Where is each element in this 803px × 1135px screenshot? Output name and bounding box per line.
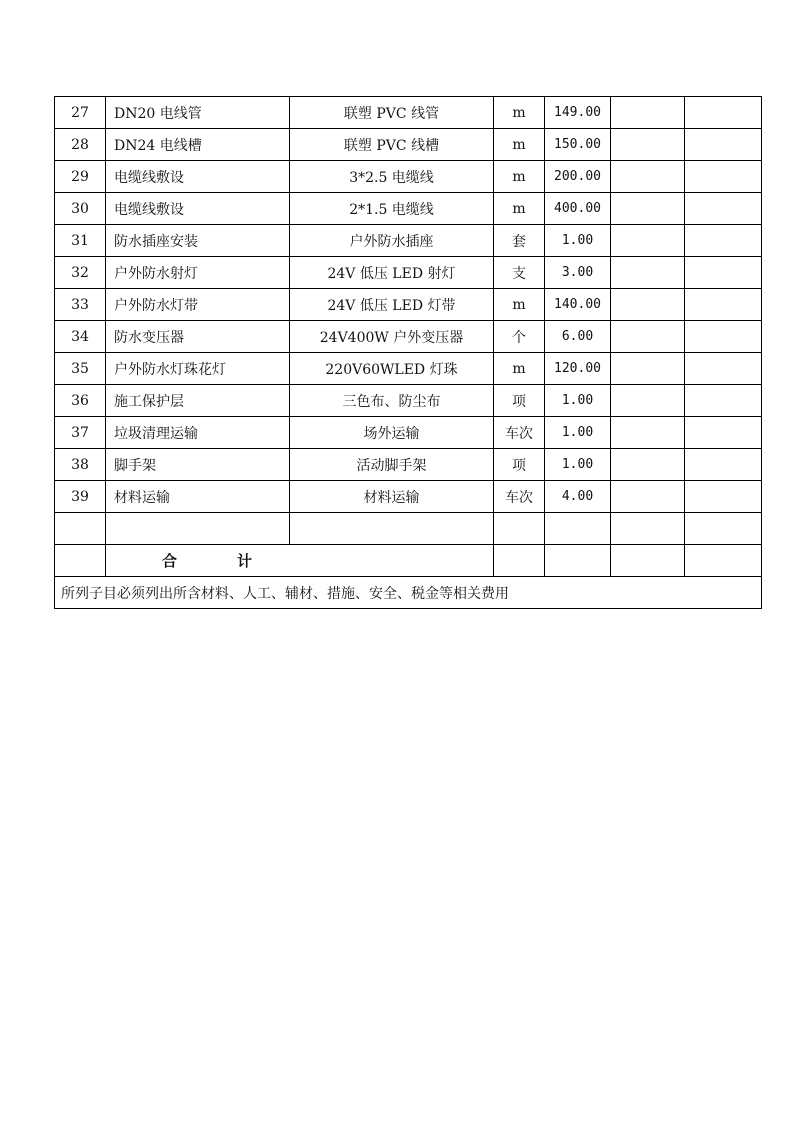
table-row [55, 161, 762, 193]
item-quantity: 1.00 [545, 225, 611, 257]
amount-cell [685, 353, 762, 385]
item-spec: 联塑 PVC 线管 [290, 97, 494, 129]
item-quantity: 4.00 [545, 481, 611, 513]
row-number: 36 [55, 385, 106, 417]
table-row [55, 97, 762, 129]
row-number: 33 [55, 289, 106, 321]
row-number: 27 [55, 97, 106, 129]
item-name: 户外防水灯珠花灯 [106, 353, 290, 385]
unit-price-cell [611, 385, 685, 417]
amount-cell [685, 257, 762, 289]
unit-price-cell [611, 193, 685, 225]
amount-cell [685, 321, 762, 353]
item-quantity: 1.00 [545, 385, 611, 417]
table-row [55, 289, 762, 321]
item-spec: 2*1.5 电缆线 [290, 193, 494, 225]
item-unit: 支 [494, 257, 545, 289]
table-row [55, 225, 762, 257]
item-name: 防水插座安装 [106, 225, 290, 257]
unit-price-cell [611, 417, 685, 449]
item-unit: m [494, 97, 545, 129]
amount-cell [685, 449, 762, 481]
note-row [55, 577, 762, 609]
table-body [55, 97, 762, 513]
row-number: 38 [55, 449, 106, 481]
table-row [55, 385, 762, 417]
item-name: 电缆线敷设 [106, 193, 290, 225]
amount-cell [685, 481, 762, 513]
total-label: 合 计 [106, 545, 494, 577]
table-row [55, 481, 762, 513]
item-quantity: 400.00 [545, 193, 611, 225]
item-spec: 3*2.5 电缆线 [290, 161, 494, 193]
item-quantity: 140.00 [545, 289, 611, 321]
item-quantity: 120.00 [545, 353, 611, 385]
amount-cell [685, 97, 762, 129]
table-row [55, 417, 762, 449]
item-spec: 三色布、防尘布 [290, 385, 494, 417]
item-name: 垃圾清理运输 [106, 417, 290, 449]
item-spec: 联塑 PVC 线槽 [290, 129, 494, 161]
item-unit: 个 [494, 321, 545, 353]
note-text: 所列子目必须列出所含材料、人工、辅材、措施、安全、税金等相关费用 [55, 577, 762, 609]
unit-price-cell [611, 481, 685, 513]
row-number: 29 [55, 161, 106, 193]
item-unit: 套 [494, 225, 545, 257]
unit-price-cell [611, 449, 685, 481]
item-name: 材料运输 [106, 481, 290, 513]
item-unit: 项 [494, 449, 545, 481]
row-number: 28 [55, 129, 106, 161]
item-spec: 材料运输 [290, 481, 494, 513]
item-name: DN20 电线管 [106, 97, 290, 129]
blank-row [55, 513, 762, 545]
item-quantity: 3.00 [545, 257, 611, 289]
item-spec: 场外运输 [290, 417, 494, 449]
item-name: 脚手架 [106, 449, 290, 481]
row-number: 35 [55, 353, 106, 385]
unit-price-cell [611, 353, 685, 385]
amount-cell [685, 161, 762, 193]
amount-cell [685, 225, 762, 257]
item-unit: m [494, 129, 545, 161]
item-spec: 户外防水插座 [290, 225, 494, 257]
item-spec: 24V 低压 LED 灯带 [290, 289, 494, 321]
amount-cell [685, 417, 762, 449]
row-number: 30 [55, 193, 106, 225]
unit-price-cell [611, 97, 685, 129]
row-number: 31 [55, 225, 106, 257]
amount-cell [685, 193, 762, 225]
item-spec: 220V60WLED 灯珠 [290, 353, 494, 385]
item-unit: m [494, 161, 545, 193]
unit-price-cell [611, 289, 685, 321]
row-number: 34 [55, 321, 106, 353]
row-number: 39 [55, 481, 106, 513]
table-row [55, 321, 762, 353]
unit-price-cell [611, 161, 685, 193]
row-number: 32 [55, 257, 106, 289]
item-quantity: 150.00 [545, 129, 611, 161]
table-row [55, 449, 762, 481]
item-quantity: 200.00 [545, 161, 611, 193]
table-row [55, 257, 762, 289]
total-row [55, 545, 762, 577]
amount-cell [685, 385, 762, 417]
item-name: 户外防水射灯 [106, 257, 290, 289]
item-spec: 24V 低压 LED 射灯 [290, 257, 494, 289]
row-number: 37 [55, 417, 106, 449]
amount-cell [685, 289, 762, 321]
item-quantity: 149.00 [545, 97, 611, 129]
item-unit: 项 [494, 385, 545, 417]
item-name: DN24 电线槽 [106, 129, 290, 161]
unit-price-cell [611, 225, 685, 257]
quotation-table [54, 96, 762, 609]
item-quantity: 1.00 [545, 417, 611, 449]
table-row [55, 353, 762, 385]
unit-price-cell [611, 321, 685, 353]
item-unit: 车次 [494, 417, 545, 449]
item-quantity: 1.00 [545, 449, 611, 481]
table-row [55, 129, 762, 161]
table-row [55, 193, 762, 225]
item-spec: 24V400W 户外变压器 [290, 321, 494, 353]
item-name: 户外防水灯带 [106, 289, 290, 321]
item-name: 电缆线敷设 [106, 161, 290, 193]
item-name: 防水变压器 [106, 321, 290, 353]
item-unit: m [494, 289, 545, 321]
item-unit: m [494, 193, 545, 225]
item-spec: 活动脚手架 [290, 449, 494, 481]
amount-cell [685, 129, 762, 161]
item-quantity: 6.00 [545, 321, 611, 353]
item-unit: 车次 [494, 481, 545, 513]
unit-price-cell [611, 129, 685, 161]
item-name: 施工保护层 [106, 385, 290, 417]
unit-price-cell [611, 257, 685, 289]
item-unit: m [494, 353, 545, 385]
